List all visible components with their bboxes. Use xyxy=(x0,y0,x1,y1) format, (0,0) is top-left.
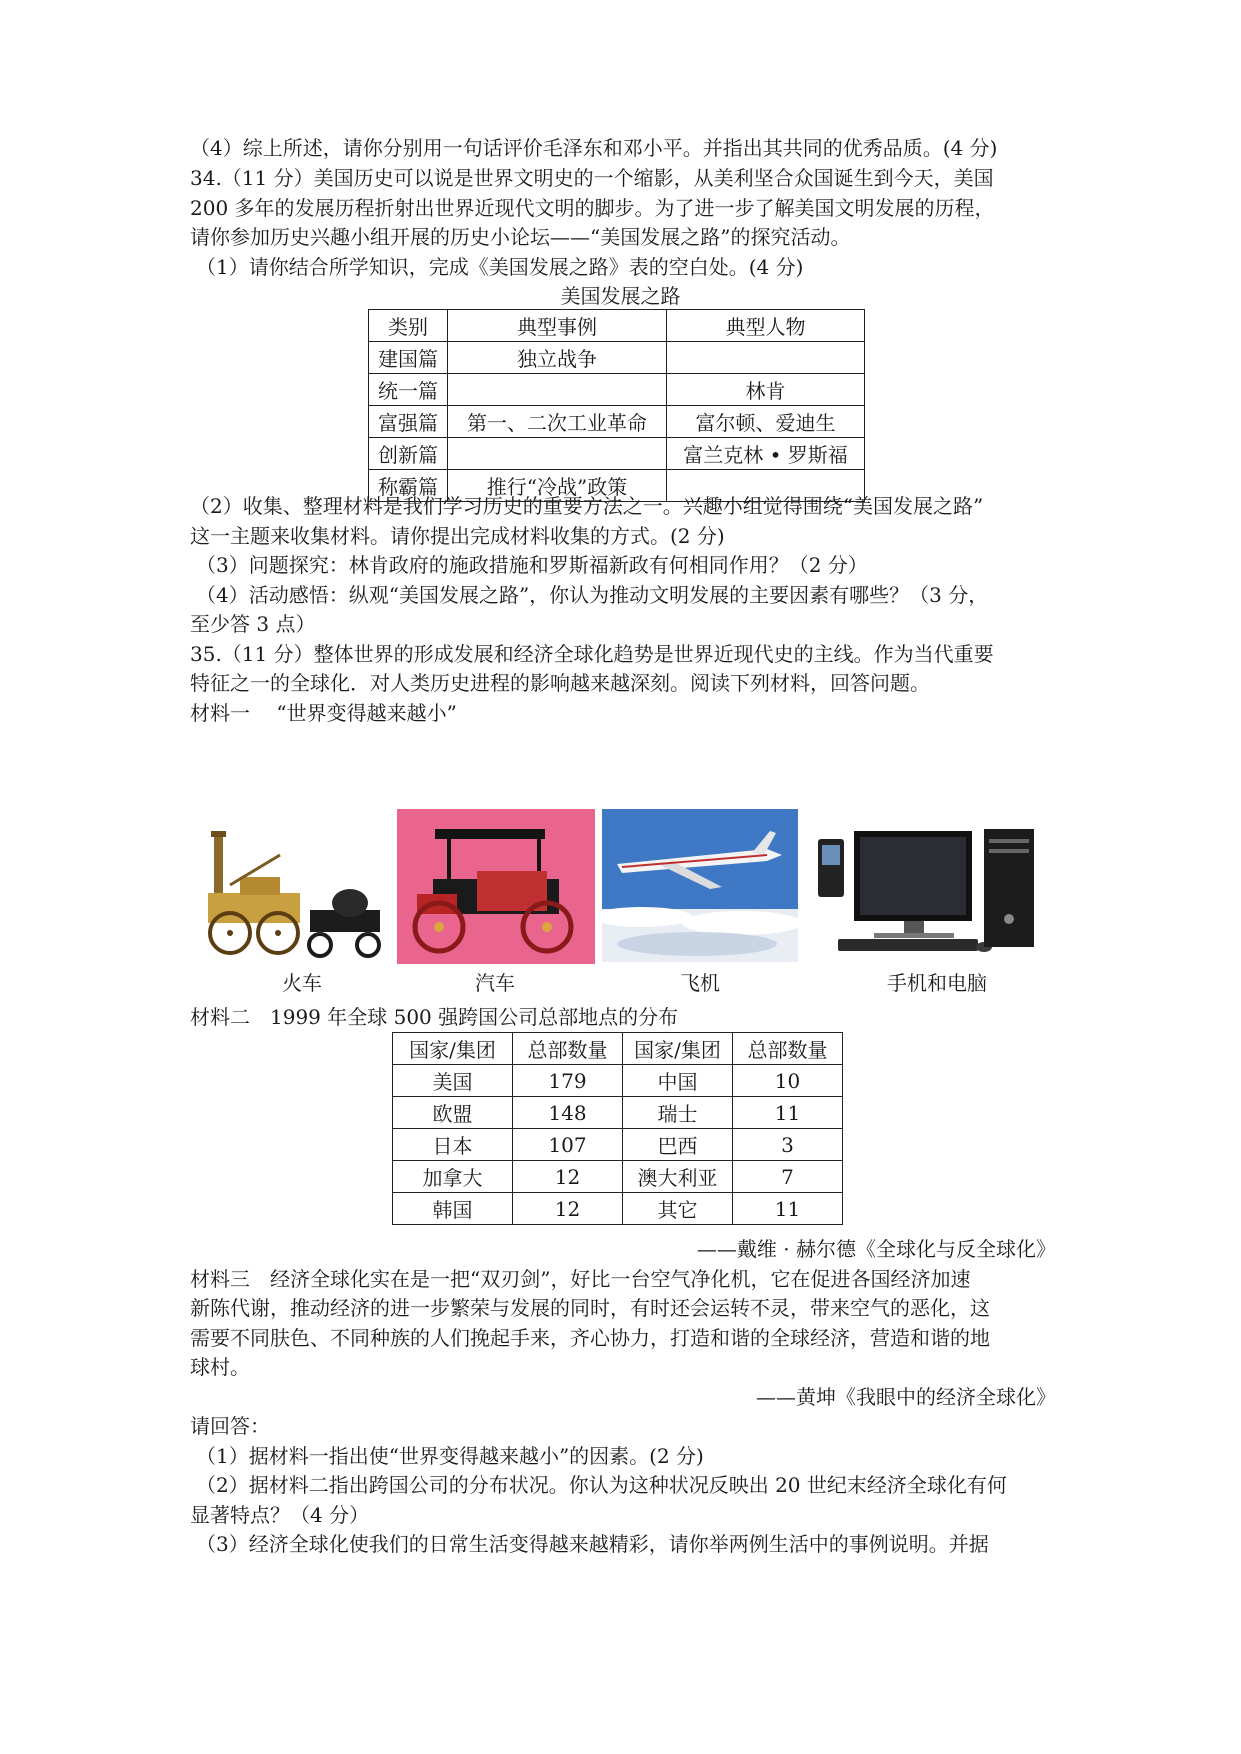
table-header-row xyxy=(369,310,865,342)
caption-airplane: 飞机 xyxy=(680,971,720,995)
table-cell: 巴西 xyxy=(623,1129,733,1161)
table-row xyxy=(393,1065,843,1097)
question-35-intro-2: 特征之一的全球化．对人类历史进程的影响越来越深刻。阅读下列材料，回答问题。 xyxy=(190,671,930,695)
table-row xyxy=(369,374,865,406)
table-cell: 林肯 xyxy=(667,374,865,406)
table-cell: 其它 xyxy=(623,1193,733,1225)
table-cell: 创新篇 xyxy=(369,438,448,470)
question-34-4: （4）活动感悟：纵观“美国发展之路”，你认为推动文明发展的主要因素有哪些？（3 分， xyxy=(196,583,989,607)
table-row xyxy=(393,1161,843,1193)
question-34-3: （3）问题探究：林肯政府的施政措施和罗斯福新政有何相同作用？（2 分） xyxy=(196,553,868,577)
train-picture xyxy=(200,815,385,965)
table-cell: 12 xyxy=(513,1161,623,1193)
table-cell: 称霸篇 xyxy=(369,470,448,502)
table-header-cell: 国家/集团 xyxy=(623,1033,733,1065)
question-35-2: （2）据材料二指出跨国公司的分布状况。你认为这种状况反映出 20 世纪末经济全球化有何 xyxy=(196,1473,1007,1497)
table-cell: 瑞士 xyxy=(623,1097,733,1129)
table-header-cell: 类别 xyxy=(369,310,448,342)
question-34-intro-2: 200 多年的发展历程折射出世界近现代文明的脚步。为了进一步了解美国文明发展的历程， xyxy=(190,196,995,220)
material-3-text-2: 新陈代谢，推动经济的进一步繁荣与发展的同时，有时还会运转不灵，带来空气的恶化，这 xyxy=(190,1296,990,1320)
table-header-cell: 总部数量 xyxy=(733,1033,843,1065)
material-2-source: ——戴维 · 赫尔德《全球化与反全球化》 xyxy=(696,1237,1056,1261)
table-cell: 第一、二次工业革命 xyxy=(448,406,667,438)
table-header-cell: 国家/集团 xyxy=(393,1033,513,1065)
multinational-hq-table xyxy=(392,1032,843,1225)
question-34-intro-3: 请你参加历史兴趣小组开展的历史小论坛——“美国发展之路”的探究活动。 xyxy=(190,225,851,249)
material-3-text-4: 球村。 xyxy=(190,1355,250,1379)
table-cell: 澳大利亚 xyxy=(623,1161,733,1193)
table-cell-blank xyxy=(448,438,667,470)
question-34-2-cont: 这一主题来收集材料。请你提出完成材料收集的方式。(2 分) xyxy=(190,524,725,548)
table-cell: 富兰克林 • 罗斯福 xyxy=(667,438,865,470)
caption-phone-computer: 手机和电脑 xyxy=(887,971,987,995)
caption-train: 火车 xyxy=(282,971,322,995)
table-row xyxy=(393,1129,843,1161)
question-34-intro: 34.（11 分）美国历史可以说是世界文明史的一个缩影，从美利坚合众国诞生到今天，美国 xyxy=(190,166,994,190)
caption-car: 汽车 xyxy=(475,971,515,995)
table-cell-blank xyxy=(667,342,865,374)
question-34-2: （2）收集、整理材料是我们学习历史的重要方法之一。兴趣小组觉得围绕“美国发展之路” xyxy=(190,494,984,518)
table-cell: 独立战争 xyxy=(448,342,667,374)
answer-prompt: 请回答： xyxy=(190,1414,270,1438)
question-34-4-cont: 至少答 3 点） xyxy=(190,612,316,636)
table-cell: 美国 xyxy=(393,1065,513,1097)
phone-and-computer-picture xyxy=(814,809,1044,959)
table-cell: 欧盟 xyxy=(393,1097,513,1129)
table-cell: 11 xyxy=(733,1193,843,1225)
table-cell: 统一篇 xyxy=(369,374,448,406)
table-cell: 12 xyxy=(513,1193,623,1225)
usa-development-table xyxy=(368,309,865,502)
material-3-source: ——黄坤《我眼中的经济全球化》 xyxy=(756,1385,1056,1409)
table-cell: 11 xyxy=(733,1097,843,1129)
table-cell: 建国篇 xyxy=(369,342,448,374)
table-header-row xyxy=(393,1033,843,1065)
table-row xyxy=(393,1097,843,1129)
table-row xyxy=(393,1193,843,1225)
table-cell: 148 xyxy=(513,1097,623,1129)
table-cell: 日本 xyxy=(393,1129,513,1161)
table-row xyxy=(369,406,865,438)
table-cell: 富尔顿、爱迪生 xyxy=(667,406,865,438)
material-2-label: 材料二 1999 年全球 500 强跨国公司总部地点的分布 xyxy=(190,1005,679,1029)
material-3-text-3: 需要不同肤色、不同种族的人们挽起手来，齐心协力，打造和谐的全球经济，营造和谐的地 xyxy=(190,1326,990,1350)
table-cell: 10 xyxy=(733,1065,843,1097)
table-row xyxy=(369,438,865,470)
table-cell: 推行“冷战”政策 xyxy=(448,470,667,502)
table-cell-blank xyxy=(448,374,667,406)
question-34-1: （1）请你结合所学知识，完成《美国发展之路》表的空白处。(4 分) xyxy=(196,255,804,279)
airplane-picture xyxy=(602,809,798,962)
table-row xyxy=(369,342,865,374)
question-35-1: （1）据材料一指出使“世界变得越来越小”的因素。(2 分) xyxy=(196,1444,704,1468)
table-cell: 加拿大 xyxy=(393,1161,513,1193)
table-cell: 中国 xyxy=(623,1065,733,1097)
table-header-cell: 典型人物 xyxy=(667,310,865,342)
table-cell: 107 xyxy=(513,1129,623,1161)
table-cell: 富强篇 xyxy=(369,406,448,438)
table-cell: 179 xyxy=(513,1065,623,1097)
material-3-text: 材料三 经济全球化实在是一把“双刃剑”，好比一台空气净化机，它在促进各国经济加速 xyxy=(190,1267,971,1291)
car-picture xyxy=(397,809,595,964)
question-35-3: （3）经济全球化使我们的日常生活变得越来越精彩，请你举两例生活中的事例说明。并据 xyxy=(196,1532,989,1556)
table1-title: 美国发展之路 xyxy=(560,284,681,308)
question-35-intro: 35.（11 分）整体世界的形成发展和经济全球化趋势是世界近现代史的主线。作为当代重要 xyxy=(190,642,994,666)
question-35-2-cont: 显著特点？（4 分） xyxy=(190,1503,370,1527)
table-header-cell: 总部数量 xyxy=(513,1033,623,1065)
table-cell: 7 xyxy=(733,1161,843,1193)
question-33-4: （4）综上所述，请你分别用一句话评价毛泽东和邓小平。并指出其共同的优秀品质。(4 分) xyxy=(190,136,998,160)
table-header-cell: 典型事例 xyxy=(448,310,667,342)
table-cell: 韩国 xyxy=(393,1193,513,1225)
material-1-label: 材料一 “世界变得越来越小” xyxy=(190,701,457,725)
table-cell: 3 xyxy=(733,1129,843,1161)
